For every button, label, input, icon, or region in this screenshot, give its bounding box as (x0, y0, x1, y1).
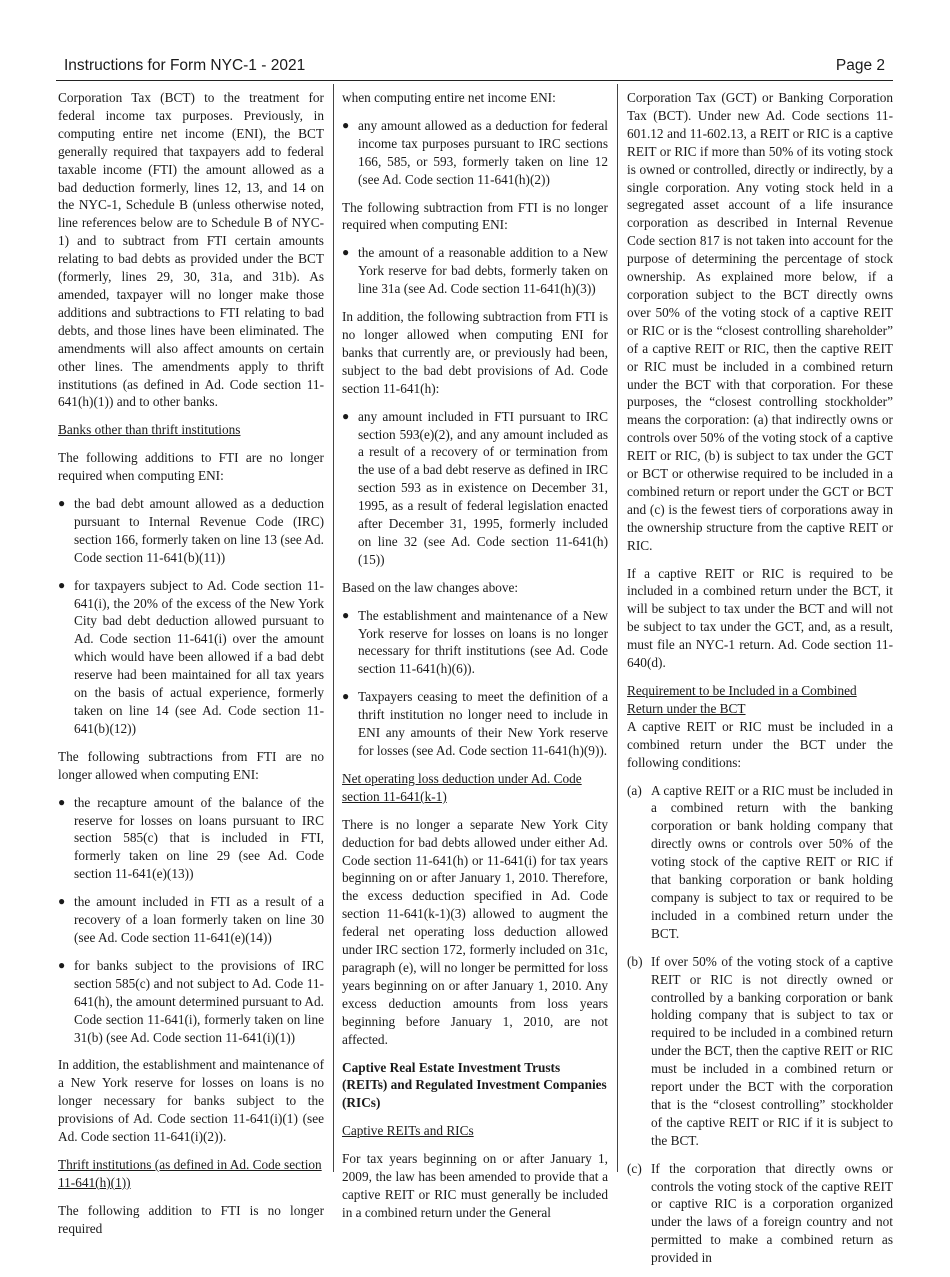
column-1 (58, 89, 324, 1248)
list-item: ● any amount included in FTI pursuant to IRC section 593(e)(2), and any amount included as a result of a recovery of or termination from the use of a bad debt reserve as defined in IRC section 593 as in existence on December 31, 1995, as a result of federal legislation enacted after December 31, 1995, formerly included on line 32 (see Ad. Code section 11-641(h)(15)) (342, 408, 608, 569)
list-item: ● the recapture amount of the balance of the reserve for losses on loans pursuant to IRC section 585(c) that is included in FTI, formerly taken on line 29 (see Ad. Code section 11-641(e)(13)) (58, 794, 324, 884)
section-heading-nol: Net operating loss deduction under Ad. Code section 11-641(k-1) (342, 770, 582, 804)
continued-text: Corporation Tax (GCT) or Banking Corporation Tax (BCT). Under new Ad. Code sections 11-601.12 and 11-602.13, a REIT or RIC is a captive REIT or RIC if more than 50% of its voting stock is owned or controlled, directly or indirectly, by a single corporation. Any voting stock held in a segregated asset account of a life insurance corporation as described in Internal Revenue Code section 817 is not taken into account for the purpose of determining the percentage of stock ownership. As explained more below, if a corporation subject to the BCT directly owns over 50% of the voting stock of a captive REIT or RIC or is the “closest controlling shareholder” of a captive REIT or RIC, then the captive REIT or RIC must be included in a combined return under the BCT with that corporation. For these purposes, the “closest controlling stockholder” means the corporation: (a) that indirectly owns or controls over 50% of the voting stock of a captive REIT or RIC, (b) is subject to tax under the GCT or BCT or otherwise required to be included in a combined return or report under the GCT or BCT and (c) is the fewest tiers of corporations away in the ownership structure from the captive REIT or RIC. (627, 90, 893, 553)
list-item: ● the bad debt amount allowed as a deduction pursuant to Internal Revenue Code (IRC) section 166, formerly taken on line 13 (see Ad. Code section 11-641(b)(11)) (58, 495, 324, 567)
column-2 (342, 89, 608, 1232)
based-on-text: Based on the law changes above: (342, 579, 519, 595)
list-item: ● The establishment and maintenance of a New York reserve for losses on loans is no longer necessary for thrift institutions (see Ad. Code section 11-641(h)(6)). (342, 607, 608, 679)
requirement-intro: A captive REIT or RIC must be included in a combined return under the BCT under the following conditions: (627, 718, 893, 770)
list-item: ● the amount included in FTI as a result of a recovery of a loan formerly taken on line 30 (see Ad. Code section 11-641(e)(14)) (58, 893, 324, 947)
subtraction-intro: The following subtraction from FTI is no longer required when computing ENI: (342, 199, 608, 233)
list-item: ● for taxpayers subject to Ad. Code section 11-641(i), the 20% of the excess of the New York City bad debt deduction allowed pursuant to Ad. Code section 11-641(i) over the amount which would have been allowed if a bad debt reserve had been maintained for all tax years on the basis of actual experience, formerly taken on line 14 (see Ad. Code section 11-641(b)(12)) (58, 577, 324, 738)
thrift-intro: The following addition to FTI is no longer required (58, 1202, 324, 1236)
item-text: A captive REIT or a RIC must be included in a combined return with the banking corporation or bank holding company that directly owns or controls over 50% of the voting stock of the captive REIT or RIC if that banking corporation or bank holding company is subject to tax or required to be included in a combined return under the BCT. (651, 782, 893, 941)
page-header (56, 52, 893, 81)
additions-intro: The following additions to FTI are no longer required when computing ENI: (58, 450, 324, 484)
item-text: If the corporation that directly owns or controls the voting stock of the captive REIT or captive RIC is a corporation organized under the laws of a foreign country and not permitted to make a combined return as provided in (651, 1160, 893, 1266)
list-item: ● Taxpayers ceasing to meet the definition of a thrift institution no longer need to include in ENI any amounts of their New York reserve for losses (see Ad. Code section 11-641(h)(9)). (342, 688, 608, 760)
reserve-paragraph: In addition, the establishment and maintenance of a New York reserve for losses on loans is no longer necessary for banks subject to the provisions of Ad. Code section 11-641(i)(1) (see Ad. Code section 11-641(i)(2)). (58, 1057, 324, 1145)
column-divider (617, 84, 618, 1172)
subtractions-list (58, 794, 324, 1047)
item-text: If over 50% of the voting stock of a captive REIT or RIC is not directly owned or controlled by a banking corporation or bank holding company that is subject to tax or required to be included in a combined return under the BCT, then the captive REIT or RIC must be included in a combined return or report under the BCT with the corporation that is the “closest controlling” stockholder of the captive REIT or RIC if it is subject to the BCT. (651, 953, 893, 1148)
combined-return-paragraph: If a captive REIT or RIC is required to be included in a combined return under the BCT, it will be subject to tax under the BCT and will not be subject to tax under the GCT, and, as a result, must file an NYC-1 return. Ad. Code section 11-640(d). (627, 565, 893, 671)
continued-text: when computing entire net income ENI: (342, 90, 556, 105)
document-title: Instructions for Form NYC-1 - 2021 (64, 57, 306, 74)
additions-list (58, 495, 324, 738)
column-divider (333, 84, 334, 1172)
section-heading-banks: Banks other than thrift institutions (58, 422, 241, 438)
additional-subtraction-paragraph: In addition, the following subtraction from FTI is no longer allowed when computing ENI for banks that currently are, or previously had been, subject to the bad debt provisions of Ad. Code section 11-641(h): (342, 309, 608, 396)
list-item: ● the amount of a reasonable addition to a New York reserve for bad debts, formerly taken on line 31a (see Ad. Code section 11-641(h)(3)) (342, 244, 608, 298)
item-marker: (c) (627, 1160, 642, 1176)
captive-paragraph: For tax years beginning on or after January 1, 2009, the law has been amended to provide that a captive REIT or RIC must generally be included in a combined return under the General (342, 1151, 608, 1220)
section-heading-requirement: Requirement to be Included in a Combined Return under the BCT (627, 683, 857, 716)
page-number: Page 2 (835, 57, 885, 74)
subtractions-intro: The following subtractions from FTI are no longer allowed when computing ENI: (58, 748, 324, 782)
section-heading-captive: Captive REITs and RICs (342, 1123, 474, 1139)
column-3 (627, 89, 893, 1277)
list-item (627, 1160, 893, 1267)
intro-paragraph: Corporation Tax (BCT) to the treatment for federal income tax purposes. Previously, in computing entire net income (ENI), the BCT generally required that taxpayers add to federal taxable income (FTI) the amount allowed as a bad deduction formerly, lines 12, 13, and 14 on the NYC-1, Schedule B (unless otherwise noted, line references below are to Schedule B of NYC-1) and to subtract from FTI certain amounts relating to bad debts as provided under the BCT (formerly, lines 29, 30, 31a, and 31b). As amended, taxpayer will no longer make those additions and subtractions to FTI relating to bad debts, and those lines have been eliminated. The amendments will also affect amounts on certain other lines. The amendments apply to thrift institutions (as defined in Ad. Code section 11-641(h)(1)) and to other banks. (58, 90, 324, 410)
nol-paragraph: There is no longer a separate New York City deduction for bad debts allowed under either Ad. Code section 11-641(h) or 11-641(i) for tax years beginning on or after January 1, 2010. Therefore, the excess deduction specified in Ad. Code section 11-641(k-1)(3) allowed to augment the federal net operating loss deduction allowed under IRC section 172, formerly included on 31c, paragraph (e), will no longer be permitted for loss years beginning on or after January 1, 2010. Any excess deduction amounts from loss years beginning before January 1, 2010, are not affected. (342, 816, 608, 1047)
bullet-list (342, 408, 608, 569)
bullet-list (342, 607, 608, 760)
list-item (627, 953, 893, 1150)
section-heading-thrift: Thrift institutions (as defined in Ad. Code section 11-641(h)(1)) (58, 1156, 322, 1190)
bullet-list (342, 117, 608, 189)
section-heading-reit: Captive Real Estate Investment Trusts (REITs) and Regulated Investment Companies (RICs) (342, 1059, 607, 1111)
bullet-list (342, 244, 608, 298)
item-marker: (b) (627, 953, 643, 969)
list-item: ● for banks subject to the provisions of IRC section 585(c) and not subject to Ad. Code 11-641(h), the amount determined pursuant to Ad. Code section 11-641(i), formerly taken on line 31(b) (see Ad. Code section 11-641(i)(1)) (58, 957, 324, 1047)
conditions-list (627, 782, 893, 1268)
list-item (627, 782, 893, 943)
list-item: ● any amount allowed as a deduction for federal income tax purposes pursuant to IRC sections 166, 585, or 593, formerly taken on line 12 (see Ad. Code section 11-641(h)(2)) (342, 117, 608, 189)
item-marker: (a) (627, 782, 642, 798)
